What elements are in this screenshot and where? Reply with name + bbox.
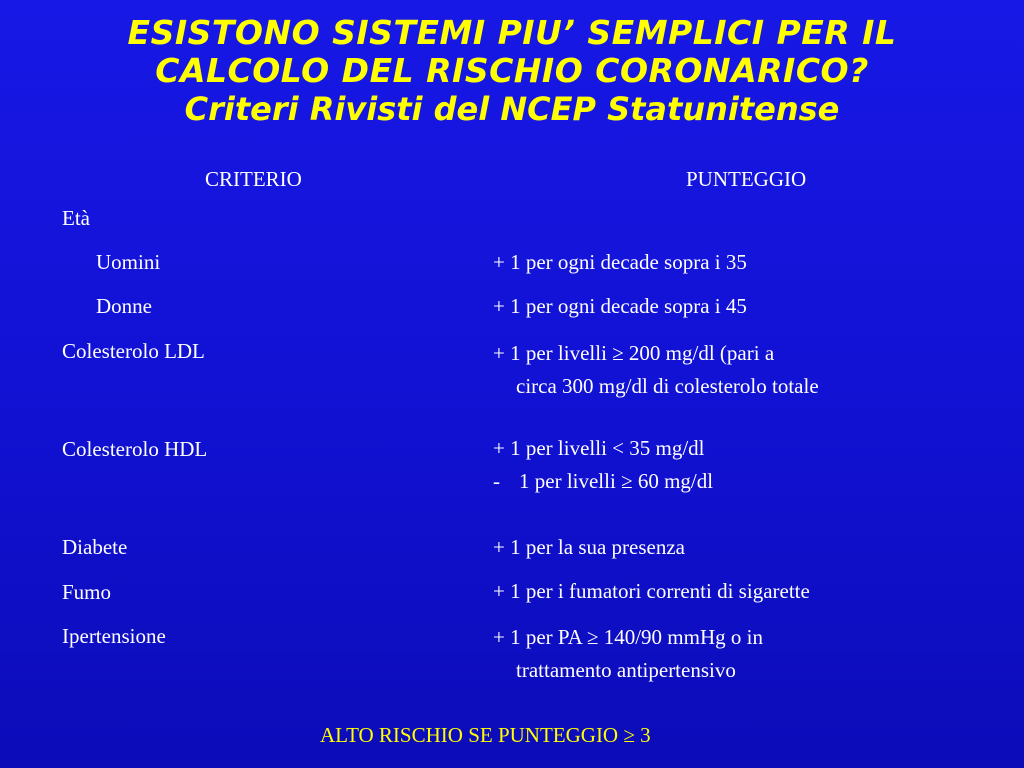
score-diabete-text: + 1 per la sua presenza bbox=[493, 535, 686, 559]
score-ipertensione-line-1: + 1 per PA ≥ 140/90 mmHg o in bbox=[493, 625, 763, 649]
criterion-eta: Età bbox=[62, 206, 90, 230]
score-hdl bbox=[493, 432, 713, 498]
criterion-donne: Donne bbox=[96, 294, 152, 318]
title-line-1: ESISTONO SISTEMI PIU’ SEMPLICI PER IL bbox=[127, 13, 897, 52]
score-hdl-line-2: 1 per livelli ≥ 60 mg/dl bbox=[519, 469, 714, 493]
score-fumo bbox=[493, 575, 810, 608]
column-header-punteggio: PUNTEGGIO bbox=[686, 167, 807, 191]
score-ldl-line-1: + 1 per livelli ≥ 200 mg/dl (pari a bbox=[493, 341, 775, 365]
score-ipertensione-line-2: trattamento antipertensivo bbox=[516, 658, 736, 682]
score-donne bbox=[493, 290, 747, 323]
column-header-criterio: CRITERIO bbox=[205, 167, 302, 191]
score-ipertensione bbox=[493, 621, 763, 687]
score-uomini bbox=[493, 246, 747, 279]
title-line-2: CALCOLO DEL RISCHIO CORONARICO? bbox=[155, 51, 869, 90]
slide-title bbox=[0, 14, 1024, 128]
score-ldl-line-2: circa 300 mg/dl di colesterolo totale bbox=[516, 374, 819, 398]
score-fumo-text: + 1 per i fumatori correnti di sigarette bbox=[493, 579, 810, 603]
criterion-ldl: Colesterolo LDL bbox=[62, 339, 205, 363]
risk-threshold-note: ALTO RISCHIO SE PUNTEGGIO ≥ 3 bbox=[320, 723, 651, 747]
score-hdl-dash: - bbox=[493, 469, 500, 493]
slide-subtitle: Criteri Rivisti del NCEP Statunitense bbox=[184, 90, 840, 128]
score-uomini-text: + 1 per ogni decade sopra i 35 bbox=[493, 250, 747, 274]
criterion-ipertensione: Ipertensione bbox=[62, 624, 166, 648]
score-donne-text: + 1 per ogni decade sopra i 45 bbox=[493, 294, 747, 318]
criterion-uomini: Uomini bbox=[96, 250, 161, 274]
score-hdl-line-1: + 1 per livelli < 35 mg/dl bbox=[493, 436, 705, 460]
score-hdl-line-2-wrap bbox=[493, 465, 713, 498]
score-diabete bbox=[493, 531, 685, 564]
score-ldl bbox=[493, 337, 819, 403]
criterion-diabete: Diabete bbox=[62, 535, 128, 559]
criterion-fumo: Fumo bbox=[62, 580, 112, 604]
criterion-hdl: Colesterolo HDL bbox=[62, 437, 208, 461]
